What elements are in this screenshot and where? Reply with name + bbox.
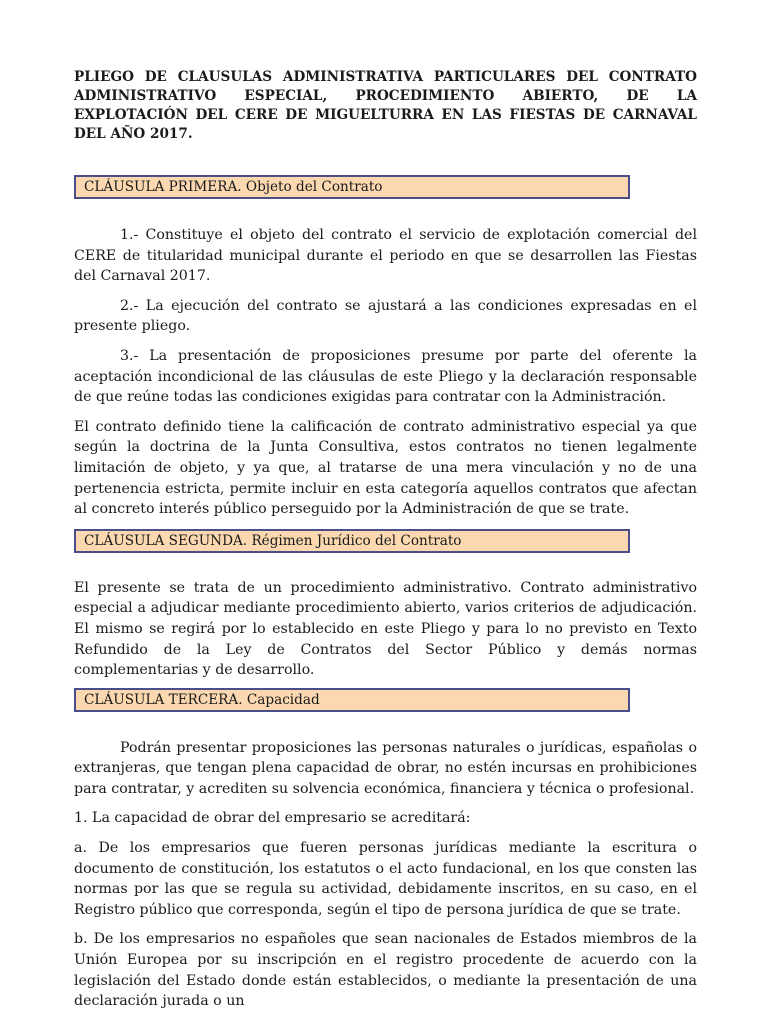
clause-tercera-paragraph-4: b. De los empresarios no españoles que sean nacionales de Estados miembros de la Unión Europea por su inscripción en el registro procedente de acuerdo con la legislación del Estado donde están establecidos, o mediante la presentación de una declaración jurada o un — [74, 931, 697, 1010]
clause-primera-paragraph-4: El contrato definido tiene la calificación de contrato administrativo especial ya que según la doctrina de la Junta Consultiva, estos contratos no tienen legalmente limitación de objeto, y ya que, al tratarse de una mera vinculación y no de una pertenencia estricta, permite incluir en esta categoría aquellos contratos que afectan al concreto interés público perseguido por la Administración de que se trate. — [74, 418, 697, 518]
clause-primera-paragraph-1: 1.- Constituye el objeto del contrato el servicio de explotación comercial del CERE de titularidad municipal durante el periodo en que se desarrollen las Fiestas del Carnaval 2017. — [74, 227, 697, 285]
clause-primera-heading: CLÁUSULA PRIMERA. Objeto del Contrato — [74, 175, 630, 199]
clause-segunda-heading: CLÁUSULA SEGUNDA. Régimen Jurídico del Contrato — [74, 529, 630, 553]
document-title: PLIEGO DE CLAUSULAS ADMINISTRATIVA PARTICULARES DEL CONTRATO ADMINISTRATIVO ESPECIAL, PROCEDIMIENTO ABIERTO, DE LA EXPLOTACIÓN DEL CERE DE MIGUELTURRA EN LAS FIESTAS DE CARNAVAL DEL AÑO 2017. — [74, 69, 697, 142]
clause-primera-paragraph-2: 2.- La ejecución del contrato se ajustará a las condiciones expresadas en el presente pliego. — [74, 297, 697, 335]
clause-primera-paragraph-3: 3.- La presentación de proposiciones presume por parte del oferente la aceptación incondicional de las cláusulas de este Pliego y la declaración responsable de que reúne todas las condiciones exigidas para contratar con la Administración. — [74, 347, 697, 406]
clause-segunda-paragraph-1: El presente se trata de un procedimiento administrativo. Contrato administrativo especial a adjudicar mediante procedimiento abierto, varios criterios de adjudicación. El mismo se regirá por lo establecido en este Pliego y para lo no previsto en Texto Refundido de la Ley de Contratos del Sector Público y demás normas complementarias y de desarrollo. — [74, 579, 697, 679]
clause-tercera-paragraph-2: 1. La capacidad de obrar del empresario se acreditará: — [74, 810, 471, 827]
clause-tercera-paragraph-1: Podrán presentar proposiciones las personas naturales o jurídicas, españolas o extranjeras, que tengan plena capacidad de obrar, no estén incursas en prohibiciones para contratar, y acrediten su solvencia económica, financiera y técnica o profesional. — [74, 739, 697, 797]
clause-tercera-heading: CLÁUSULA TERCERA. Capacidad — [74, 688, 630, 712]
clause-tercera-paragraph-3: a. De los empresarios que fueren personas jurídicas mediante la escritura o documento de constitución, los estatutos o el acto fundacional, en los que consten las normas por las que se regula su actividad, debidamente inscritos, en su caso, en el Registro público que corresponda, según el tipo de persona jurídica de que se trate. — [74, 840, 697, 918]
